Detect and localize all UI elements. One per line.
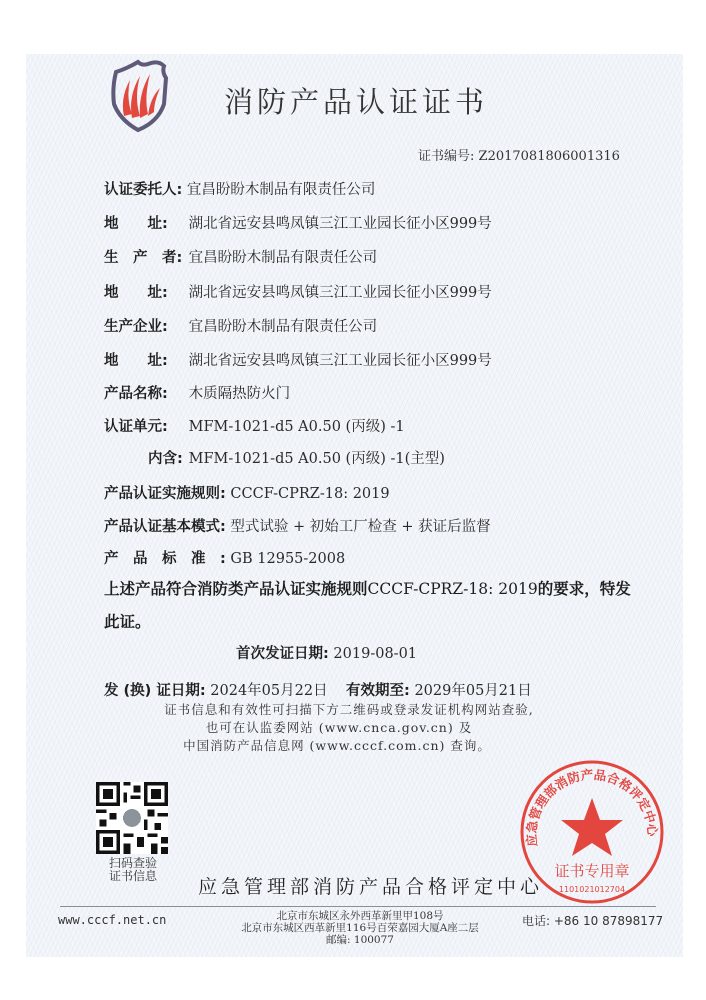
statement-line-2: 此证。	[104, 613, 151, 631]
footer-phone: 电话: +86 10 87898177	[522, 914, 664, 928]
svg-text:证书专用章: 证书专用章	[554, 862, 630, 880]
field-manufacturer: 生产企业: 宜昌盼盼木制品有限责任公司	[104, 319, 378, 335]
verification-note-1: 证书信息和有效性可扫描下方二维码或登录发证机构网站查验,	[164, 702, 534, 717]
field-implementation-rule: 产品认证实施规则: CCCF-CPRZ-18: 2019	[104, 486, 390, 502]
star-icon	[561, 798, 623, 856]
fire-shield-logo-icon	[108, 58, 172, 134]
verification-note-3: 中国消防产品信息网 (www.cccf.com.cn) 查询。	[183, 738, 491, 753]
svg-text:1101021012704: 1101021012704	[558, 885, 626, 894]
footer-address: 北京市东城区永外西革新里甲108号 北京市东城区西革新里116号百荣嘉园大厦A座二层 邮编: 100077	[241, 910, 479, 946]
issue-and-validity: 发 (换) 证日期: 2024年05月22日 有效期至: 2029年05月21日	[104, 683, 532, 699]
qr-caption: 扫码查验 证书信息	[108, 856, 157, 883]
statement-line-1: 上述产品符合消防类产品认证实施规则CCCF-CPRZ-18: 2019的要求，特发	[104, 580, 631, 598]
field-producer: 生 产 者: 宜昌盼盼木制品有限责任公司	[104, 250, 378, 266]
field-includes: 内含: MFM-1021-d5 A0.50 (丙级) -1(主型)	[148, 451, 445, 467]
field-producer-address: 地 址: 湖北省远安县鸣凤镇三江工业园长征小区999号	[104, 285, 492, 301]
field-product-name: 产品名称: 木质隔热防火门	[104, 386, 291, 402]
issuing-organization: 应急管理部消防产品合格评定中心	[198, 876, 544, 898]
field-applicant-address: 地 址: 湖北省远安县鸣凤镇三江工业园长征小区999号	[104, 216, 492, 232]
serial-number: 证书编号: Z2017081806001316	[418, 149, 620, 164]
field-manufacturer-address: 地 址: 湖北省远安县鸣凤镇三江工业园长征小区999号	[104, 353, 492, 369]
footer-divider	[60, 906, 656, 907]
field-applicant: 认证委托人: 宜昌盼盼木制品有限责任公司	[104, 182, 376, 198]
first-issue-date: 首次发证日期: 2019-08-01	[236, 646, 418, 662]
field-cert-mode: 产品认证基本模式: 型式试验 + 初始工厂检查 + 获证后监督	[104, 519, 491, 535]
certificate-title: 消防产品认证证书	[224, 85, 489, 119]
field-product-standard: 产 品 标 准 : GB 12955-2008	[104, 551, 346, 567]
verification-note-2: 也可在认监委网站 (www.cnca.gov.cn) 及	[205, 720, 473, 735]
official-seal-stamp	[518, 758, 666, 906]
qr-code[interactable]	[96, 782, 168, 854]
footer-website-link[interactable]: www.cccf.net.cn	[58, 913, 167, 927]
svg-text:应急管理部消防产品合格评定中心: 应急管理部消防产品合格评定中心	[523, 766, 661, 848]
field-cert-unit: 认证单元: MFM-1021-d5 A0.50 (丙级) -1	[104, 419, 405, 435]
